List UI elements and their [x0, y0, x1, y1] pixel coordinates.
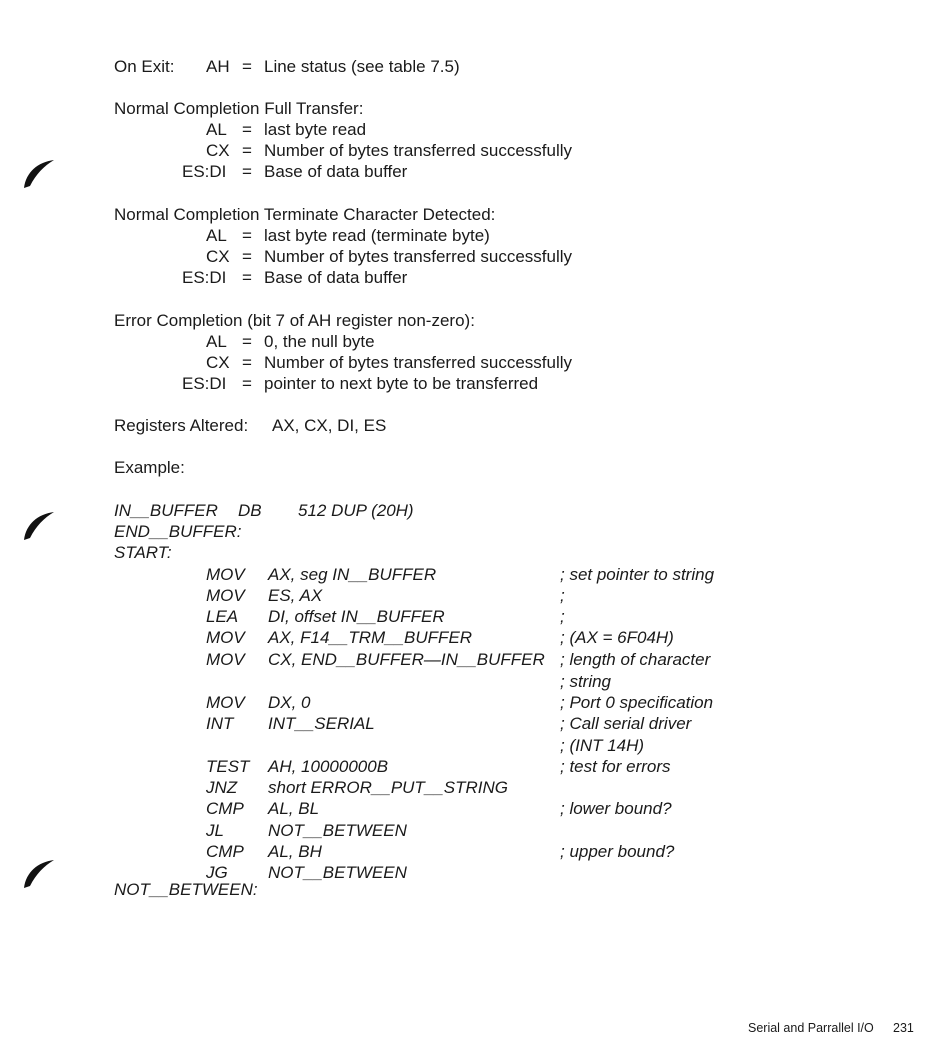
code-comment: ; set pointer to string	[560, 565, 715, 584]
registers-altered-label: Registers Altered:	[114, 416, 249, 435]
code-operand: AH, 10000000B	[268, 757, 389, 776]
code-operand: AL, BH	[268, 842, 322, 861]
code-comment: ;	[560, 607, 565, 626]
code-opcode: JG	[206, 863, 228, 882]
code-opcode: TEST	[206, 757, 250, 776]
example-label: Example:	[114, 458, 185, 477]
code-opcode: MOV	[206, 628, 245, 647]
code-operand: DX, 0	[268, 693, 311, 712]
code-comment: ; Port 0 specification	[560, 693, 714, 712]
register-description: last byte read	[264, 120, 367, 139]
code-opcode: MOV	[206, 650, 245, 669]
equals-sign: =	[242, 353, 252, 372]
register-name: ES:DI	[182, 374, 227, 393]
register-description: Base of data buffer	[264, 162, 408, 181]
register-description: Number of bytes transferred successfully	[264, 247, 573, 266]
binder-hole-mark	[22, 510, 56, 544]
code-operand: ES, AX	[268, 586, 323, 605]
footer-chapter-title: Serial and Parrallel I/O	[748, 1021, 874, 1035]
register-description: Number of bytes transferred successfully	[264, 353, 573, 372]
code-opcode: MOV	[206, 586, 245, 605]
code-opcode: MOV	[206, 693, 245, 712]
code-opcode: CMP	[206, 842, 244, 861]
equals-sign: =	[242, 226, 252, 245]
code-comment: ; length of character	[560, 650, 711, 669]
code-operand: short ERROR__PUT__STRING	[268, 778, 508, 797]
equals-sign: =	[242, 332, 252, 351]
code-operand: DI, offset IN__BUFFER	[268, 607, 445, 626]
binder-hole-mark	[22, 158, 56, 192]
code-operand: NOT__BETWEEN	[268, 863, 407, 882]
code-operand: INT__SERIAL	[268, 714, 375, 733]
equals-sign: =	[242, 162, 252, 181]
code-opcode: INT	[206, 714, 234, 733]
code-comment: ; lower bound?	[560, 799, 672, 818]
code-comment: ; Call serial driver	[560, 714, 692, 733]
equals-sign: =	[242, 57, 252, 76]
code-comment: ; (INT 14H)	[560, 736, 645, 755]
code-comment: ; upper bound?	[560, 842, 675, 861]
register-description: pointer to next byte to be transferred	[264, 374, 539, 393]
register-name: AL	[206, 120, 227, 139]
on-exit-label: On Exit:	[114, 57, 175, 76]
code-comment: ; string	[560, 672, 612, 691]
code-label: IN__BUFFER	[114, 501, 218, 520]
register-description: last byte read (terminate byte)	[264, 226, 490, 245]
code-label: START:	[114, 543, 172, 562]
code-operand: 512 DUP (20H)	[298, 501, 414, 520]
code-opcode: CMP	[206, 799, 244, 818]
equals-sign: =	[242, 120, 252, 139]
register-name: CX	[206, 247, 230, 266]
register-name: ES:DI	[182, 268, 227, 287]
register-description: Base of data buffer	[264, 268, 408, 287]
section-heading: Normal Completion Terminate Character Detected:	[114, 205, 496, 224]
code-opcode: MOV	[206, 565, 245, 584]
register-name: AL	[206, 226, 227, 245]
code-opcode: LEA	[206, 607, 239, 626]
register-description: Number of bytes transferred successfully	[264, 141, 573, 160]
equals-sign: =	[242, 141, 252, 160]
code-comment: ; (AX = 6F04H)	[560, 628, 674, 647]
section-heading: Normal Completion Full Transfer:	[114, 99, 364, 118]
binder-hole-mark	[22, 858, 56, 892]
code-opcode: DB	[238, 501, 262, 520]
register-name: AL	[206, 332, 227, 351]
page-number: 231	[893, 1021, 914, 1035]
equals-sign: =	[242, 247, 252, 266]
code-operand: NOT__BETWEEN	[268, 821, 407, 840]
code-operand: AX, F14__TRM__BUFFER	[268, 628, 473, 647]
code-comment: ; test for errors	[560, 757, 671, 776]
section-heading: Error Completion (bit 7 of AH register non-zero):	[114, 311, 475, 330]
equals-sign: =	[242, 374, 252, 393]
code-label: END__BUFFER:	[114, 522, 242, 541]
code-comment: ;	[560, 586, 565, 605]
code-opcode: JL	[206, 821, 224, 840]
code-opcode: JNZ	[206, 778, 238, 797]
registers-altered-value: AX, CX, DI, ES	[272, 416, 387, 435]
code-operand: AX, seg IN__BUFFER	[268, 565, 437, 584]
register-description: 0, the null byte	[264, 332, 375, 351]
register-name: CX	[206, 141, 230, 160]
register-name: CX	[206, 353, 230, 372]
equals-sign: =	[242, 268, 252, 287]
code-operand: CX, END__BUFFER—IN__BUFFER	[268, 650, 545, 669]
code-operand: AL, BL	[268, 799, 320, 818]
code-label: NOT__BETWEEN:	[114, 880, 258, 899]
register-name: ES:DI	[182, 162, 227, 181]
on-exit-description: Line status (see table 7.5)	[264, 57, 460, 76]
on-exit-register: AH	[206, 57, 230, 76]
